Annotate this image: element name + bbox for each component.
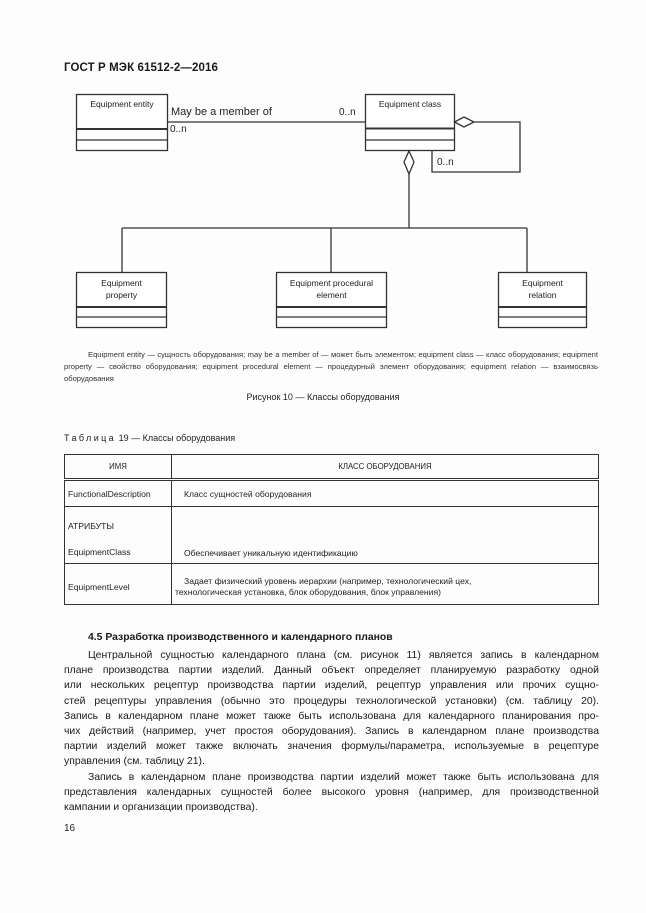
equipment-property-box: [76, 277, 167, 301]
table-header-row: [65, 455, 599, 480]
table-caption: [64, 433, 235, 443]
cell-line: Задает физический уровень иерархии (например, технологический цех,: [184, 576, 472, 586]
table-caption-word: Таблица: [64, 433, 117, 443]
box-label-line: property: [105, 290, 138, 300]
paragraph-2: [64, 770, 599, 816]
cell-value: Класс сущностей оборудования: [172, 480, 599, 507]
section-heading: 4.5 Разработка производственного и календарного планов: [88, 632, 393, 643]
box-label-line: relation: [528, 290, 557, 300]
cell-name: [65, 507, 172, 564]
equipment-procedural-element-box: [276, 277, 387, 301]
multiplicity-right: 0..n: [339, 107, 356, 118]
text-line: Центральной сущностью календарного плана (см. рисунок 11) является запись в календарном: [88, 650, 599, 661]
text-line: плане производства партии изделий. Данный объект определяет планируемую разработку одной: [64, 665, 599, 677]
cell-value: [172, 564, 599, 605]
text-line: управления (см. таблицу 21).: [64, 756, 205, 768]
text-line: или нескольких рецептур производства партии изделий, рецептур управления или прочих сущно-: [64, 680, 599, 692]
paragraph-1: [64, 648, 599, 770]
multiplicity-left: 0..n: [170, 124, 187, 135]
header-name: ИМЯ: [65, 455, 172, 480]
standard-id: ГОСТ Р МЭК 61512-2—2016: [64, 62, 218, 74]
table-caption-text: 19 — Классы оборудования: [118, 433, 236, 443]
figure-caption: Рисунок 10 — Классы оборудования: [246, 392, 400, 402]
text-line: кампании и организации производства).: [64, 802, 258, 814]
table-row: [65, 480, 599, 507]
text-line: Запись в календарном плане производства партии изделий может также быть использована для: [88, 772, 599, 783]
cell-name: [65, 564, 172, 605]
cell-value: [172, 507, 599, 564]
box-label-line: Equipment: [522, 278, 563, 288]
header-class: КЛАСС ОБОРУДОВАНИЯ: [172, 455, 599, 480]
text-line: представления календарных сущностей более высокого уровня (например, для производственной: [64, 787, 599, 799]
text-line: Запись в календарном плане может также быть использована для календарного планирования про-: [64, 710, 599, 722]
cell-name-equipmentlevel: EquipmentLevel: [68, 582, 130, 592]
text-line: чих действий (например, учет простоя оборудования). Запись в календарном плане производства: [64, 726, 599, 738]
association-label: May be a member of: [171, 106, 272, 118]
equipment-relation-box: [498, 277, 587, 301]
cell-name-equipmentclass: EquipmentClass: [68, 547, 131, 557]
table-row: [65, 507, 599, 564]
page-number: 16: [64, 823, 76, 834]
figure-legend: Equipment entity — сущность оборудования; may be a member of — может быть элементом; equipment class — класс оборудования; equipment property — свойство оборудования; equipment procedural element — процедурный элемент оборудования; equipment relation — взаимосвязь оборудования: [64, 350, 598, 383]
box-label-line: Equipment: [101, 278, 142, 288]
attributes-label: АТРИБУТЫ: [68, 521, 114, 531]
equipment-entity-box: Equipment entity: [90, 99, 154, 109]
cell-value-equipmentclass: Обеспечивает уникальную идентификацию: [184, 548, 358, 558]
cell-line: технологическая установка, блок оборудования, блок управления): [175, 587, 441, 597]
equipment-class-box: Equipment class: [378, 99, 442, 109]
equipment-class-table: [64, 454, 599, 605]
text-line: партии изделий может также включать значения формулы/параметра, используемые в рецептуре: [64, 741, 599, 753]
text-line: стей рецептуры управления (обычно это процедуры технологической установки) (см. таблицу 20).: [64, 695, 599, 707]
table-row: [65, 564, 599, 605]
cell-name: FunctionalDescription: [65, 480, 172, 507]
box-label-line: element: [316, 290, 347, 300]
box-label-line: Equipment procedural: [289, 278, 374, 288]
multiplicity-self: 0..n: [437, 157, 454, 168]
